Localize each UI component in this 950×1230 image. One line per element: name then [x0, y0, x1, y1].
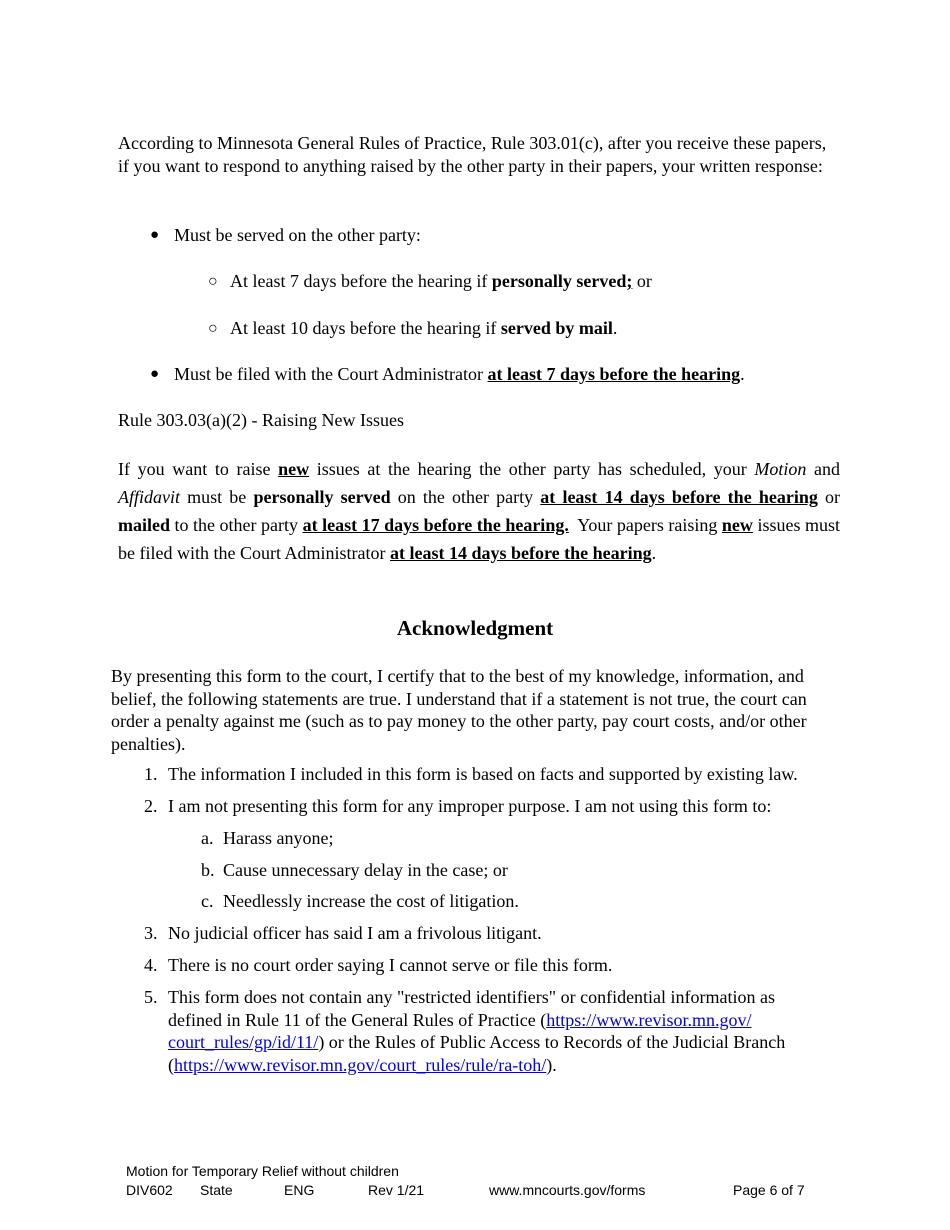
emphasis: personally served	[491, 271, 627, 291]
subbullet-text: At least 7 days before the hearing if	[230, 271, 492, 291]
footer-page-number: Page 6 of 7	[733, 1182, 805, 1198]
bullet-filed	[150, 363, 745, 385]
emphasis: served by mail	[500, 318, 613, 338]
list-item: 5. This form does not contain any "restricted identifiers" or confidential information as defined in Rule 11 of the General Rules of Practice (https://www.revisor.mn.gov/ court_rules/gp/id/11/) or the Rules of Public Access to Records of the Judicial Branch (https://www.revisor.mn.gov/court_rules/rule/ra-toh/).	[144, 987, 786, 1075]
list-subitem: c. Needlessly increase the cost of litigation.	[201, 891, 519, 911]
list-item: 3. No judicial officer has said I am a frivolous litigant.	[144, 923, 542, 943]
list-subitem: b. Cause unnecessary delay in the case; or	[201, 860, 508, 880]
circle-bullet-icon: ○	[208, 320, 218, 337]
acknowledgment-intro: By presenting this form to the court, I certify that to the best of my knowledge, information, and belief, the following statements are true. I understand that if a statement is not true, the court can order a penalty against me (such as to pay money to the other party, pay court costs, and/or other penalties).	[111, 666, 807, 754]
subbullet-personally-served	[208, 270, 652, 292]
footer-revision: Rev 1/21	[368, 1182, 425, 1198]
bullet-dot-icon: ●	[150, 366, 160, 382]
list-subitem: a. Harass anyone;	[201, 828, 334, 848]
footer-url: www.mncourts.gov/forms	[489, 1182, 646, 1198]
bullet-served-text: Must be served on the other party:	[174, 225, 421, 245]
emphasis: at least 7 days before the hearing	[487, 364, 741, 384]
footer-form-id: DIV602	[126, 1182, 173, 1198]
subbullet-text-end: .	[612, 318, 618, 338]
bullet-filed-end: .	[740, 364, 745, 384]
new-issues-paragraph: If you want to raise new issues at the hearing the other party has scheduled, your Motion and Affidavit must be personally served on the other party at least 14 days before the hearing or mailed to the other party at least 17 days before the hearing. Your papers raising new issues must be filed with the Court Administrator at least 14 days before the hearing.	[118, 459, 840, 563]
subbullet-served-by-mail	[208, 317, 618, 339]
list-item: 2. I am not presenting this form for any improper purpose. I am not using this form to:	[144, 796, 772, 816]
public-access-rules-link[interactable]: https://www.revisor.mn.gov/court_rules/rule/ra-toh/	[174, 1054, 547, 1075]
subbullet-text: At least 10 days before the hearing if	[230, 318, 501, 338]
rule-heading: Rule 303.03(a)(2) - Raising New Issues	[118, 410, 404, 430]
footer-form-title: Motion for Temporary Relief without children	[126, 1163, 399, 1179]
list-item: 4. There is no court order saying I cannot serve or file this form.	[144, 955, 613, 975]
footer-language: ENG	[284, 1182, 315, 1198]
list-item: 1. The information I included in this form is based on facts and supported by existing law.	[144, 764, 798, 784]
intro-paragraph: According to Minnesota General Rules of Practice, Rule 303.01(c), after you receive these papers, if you want to respond to anything raised by the other party in their papers, your written response:	[118, 133, 827, 176]
subbullet-text-end: or	[632, 271, 652, 291]
emphasis-semicolon: ;	[626, 271, 633, 291]
acknowledgment-title: Acknowledgment	[396, 616, 554, 640]
circle-bullet-icon: ○	[208, 273, 218, 290]
rule11-link[interactable]: https://www.revisor.mn.gov/ court_rules/gp/id/11/	[168, 1009, 752, 1052]
bullet-dot-icon: ●	[150, 227, 160, 243]
bullet-filed-text: Must be filed with the Court Administrator	[174, 364, 488, 384]
footer-state: State	[200, 1182, 233, 1198]
bullet-served	[150, 224, 421, 246]
